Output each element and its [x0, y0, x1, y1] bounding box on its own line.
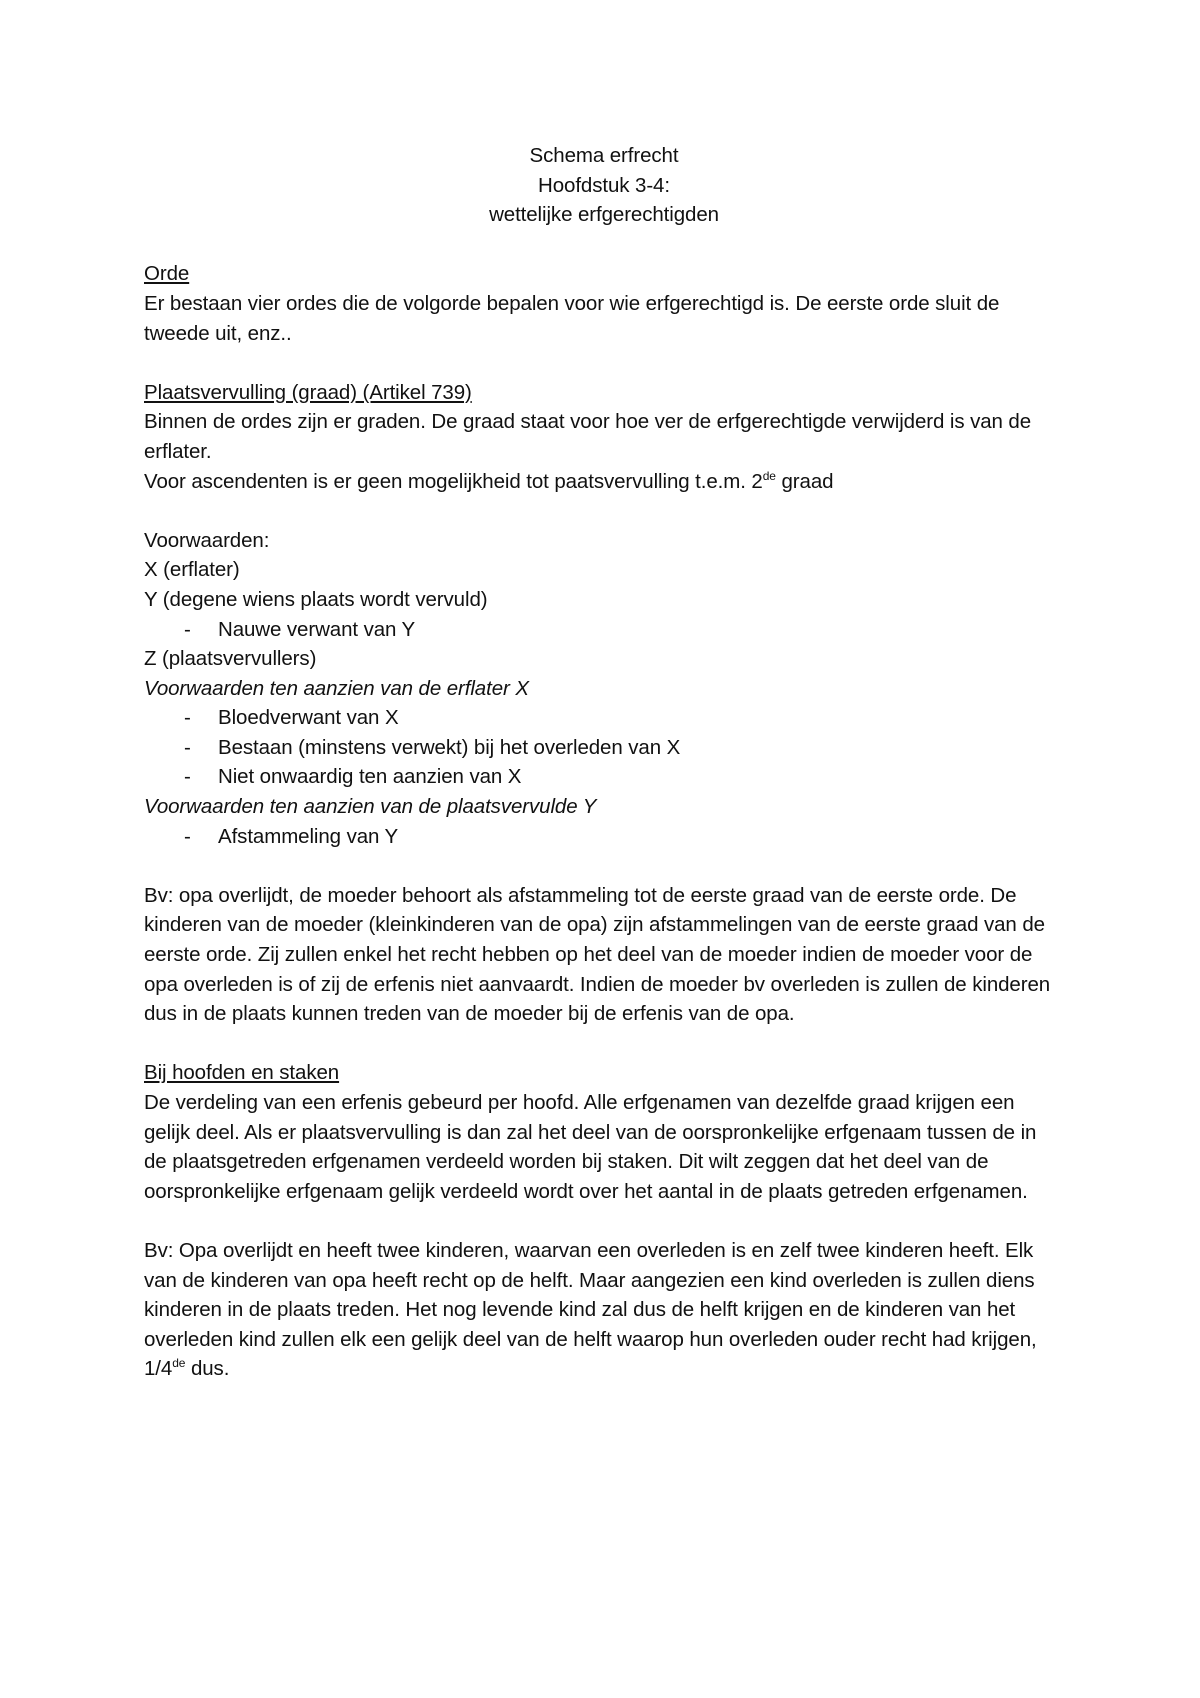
list-item	[144, 733, 1064, 763]
paragraph-gap	[144, 1206, 1064, 1236]
paragraph-voorbeeld-1: Bv: opa overlijdt, de moeder behoort als afstammeling tot de eerste graad van de eerste orde. De kinderen van de moeder (kleinkinderen van de opa) zijn afstammelingen van de eerste graad van de eerste orde. Zij zullen enkel het recht hebben op het deel van de moeder indien de moeder voor de opa overleden is of zij de erfenis niet aanvaardt. Indien de moeder bv overleden is zullen de kinderen dus in de plaats kunnen treden van de moeder bij de erfenis van de opa.	[144, 883, 1051, 1026]
list-item-text: Niet onwaardig ten aanzien van X	[218, 765, 522, 789]
voorwaarden-z: Z (plaatsvervullers)	[144, 647, 317, 671]
document-chapter: Hoofdstuk 3-4:	[538, 173, 670, 197]
list-item	[144, 703, 1064, 733]
voorbeeld-2-text: Bv: Opa overlijdt en heeft twee kinderen, waarvan een overleden is en zelf twee kinderen heeft. Elk van de kinderen van opa heeft recht op de helft. Maar aangezien een kind overleden is zullen diens kinderen in de plaats treden. Het nog levende kind zal dus de helft krijgen en de kinderen van het overleden kind zullen elk een gelijk deel van de helft waarop hun overleden ouder recht had krijgen, 1/4	[144, 1238, 1037, 1381]
document-title: Schema erfrecht	[529, 144, 679, 167]
document-body	[144, 141, 1064, 1384]
list-item-text: Bestaan (minstens verwekt) bij het overleden van X	[218, 735, 681, 759]
list-item	[144, 762, 1064, 792]
dash-bullet: -	[184, 824, 191, 848]
document-title-block	[144, 141, 1064, 230]
paragraph-orde: Er bestaan vier ordes die de volgorde bepalen voor wie erfgerechtigd is. De eerste orde sluit de tweede uit, enz..	[144, 291, 1000, 345]
document-subtitle: wettelijke erfgerechtigden	[489, 203, 719, 227]
paragraph-gap	[144, 348, 1064, 378]
paragraph-hoofden-staken: De verdeling van een erfenis gebeurd per hoofd. Alle erfgenamen van dezelfde graad krijgen een gelijk deel. Als er plaatsvervulling is dan zal het deel van de oorspronkelijke erfgenaam tussen de in de plaatsgetreden erfgenamen verdeeld worden bij staken. Dit wilt zeggen dat het deel van de oorspronkelijke erfgenaam gelijk verdeeld wordt over het aantal in de plaats getreden erfgenamen.	[144, 1091, 1037, 1203]
dash-bullet: -	[184, 706, 191, 730]
paragraph-gap	[144, 851, 1064, 881]
list-item	[144, 822, 1064, 852]
section-heading-hoofden-staken: Bij hoofden en staken	[144, 1061, 340, 1085]
dash-bullet: -	[184, 735, 191, 759]
voorwaarden-plaatsvervulde-heading: Voorwaarden ten aanzien van de plaatsvervulde Y	[144, 795, 597, 819]
paragraph-gap	[144, 496, 1064, 526]
section-heading-orde: Orde	[144, 262, 190, 286]
paragraph-voorbeeld-2	[144, 1236, 1064, 1384]
list-item	[144, 615, 1064, 645]
dash-bullet: -	[184, 617, 191, 641]
paragraph-ascendenten	[144, 467, 1064, 497]
ascendenten-text-end: graad	[775, 469, 834, 493]
voorwaarden-erflater-heading: Voorwaarden ten aanzien van de erflater X	[144, 676, 529, 700]
voorbeeld-2-text-end: dus.	[185, 1357, 230, 1381]
list-item-text: Afstammeling van Y	[218, 824, 399, 848]
voorwaarden-y-list	[144, 615, 1064, 645]
voorwaarden-plaatsvervulde-list	[144, 822, 1064, 852]
list-item-text: Nauwe verwant van Y	[218, 617, 416, 641]
dash-bullet: -	[184, 765, 191, 789]
voorwaarden-erflater-list	[144, 703, 1064, 792]
voorbeeld-2-superscript: de	[172, 1356, 186, 1371]
ascendenten-text: Voor ascendenten is er geen mogelijkheid tot paatsvervulling t.e.m. 2	[144, 469, 763, 493]
ascendenten-superscript: de	[762, 468, 776, 483]
paragraph-plaatsvervulling-graden: Binnen de ordes zijn er graden. De graad staat voor hoe ver de erfgerechtigde verwijderd is van de erflater.	[144, 410, 1032, 463]
section-heading-plaatsvervulling: Plaatsvervulling (graad) (Artikel 739)	[144, 380, 472, 404]
voorwaarden-x: X (erflater)	[144, 558, 240, 582]
list-item-text: Bloedverwant van X	[218, 706, 399, 730]
voorwaarden-y: Y (degene wiens plaats wordt vervuld)	[144, 587, 488, 611]
paragraph-gap	[144, 1029, 1064, 1059]
voorwaarden-label: Voorwaarden:	[144, 528, 270, 552]
